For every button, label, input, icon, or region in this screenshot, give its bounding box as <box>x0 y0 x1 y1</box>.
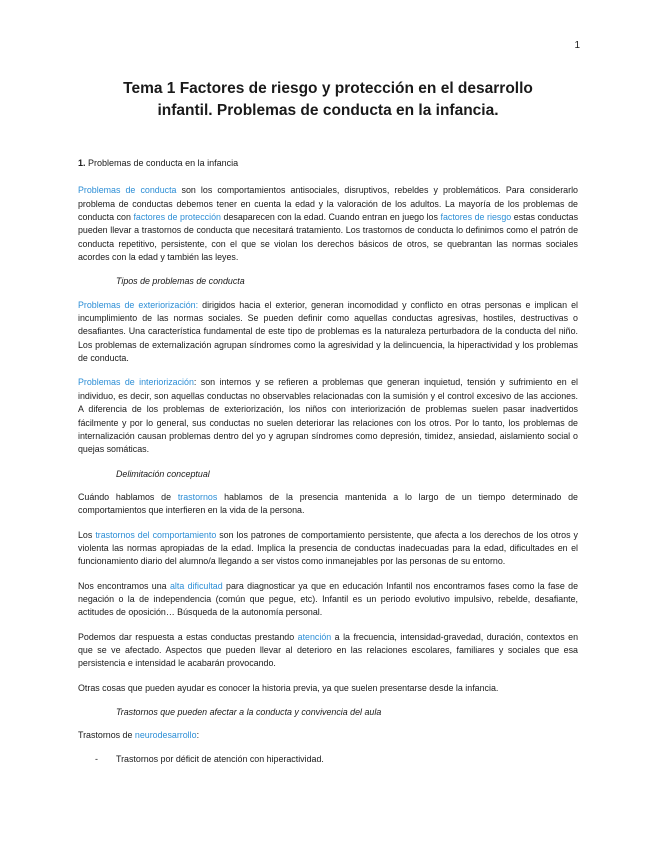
list-item-text: Trastornos por déficit de atención con hiperactividad. <box>116 753 324 764</box>
document-body <box>78 157 578 766</box>
paragraph-trastornos: Cuándo hablamos de trastornos hablamos de la presencia mantenida a lo largo de un tiempo determinado de comportamientos que interfieren en la vida de la persona. <box>78 491 578 516</box>
section-title: Problemas de conducta en la infancia <box>88 158 239 168</box>
subheading-tipos: Tipos de problemas de conducta <box>116 276 245 287</box>
term-alta-dificultad: alta dificultad <box>169 580 223 591</box>
paragraph-atencion: Podemos dar respuesta a estas conductas prestando atención a la frecuencia, intensidad-gravedad, duración, contextos en que se ve afectado. Aspectos que pueden llevar al deterioro en las relaciones escolares, familiares y sociales que esa persistencia e intensidad le acabarán provocando. <box>78 631 579 669</box>
paragraph-alta-dificultad: Nos encontramos una alta dificultad para diagnosticar ya que en educación Infantil nos encontramos fases como la fase de negación o la de independencia (común que pegue, etc). Infantil es un periodo evolutivo impulsivo, rebelde, desafiante, actitudes de oposición… Búsqueda de la autonomía personal. <box>78 580 578 618</box>
term-neurodesarrollo: neurodesarrollo <box>134 730 197 741</box>
term-problemas-de-conducta: Problemas de conducta <box>78 185 177 196</box>
paragraph-exteriorizacion: Problemas de exteriorización: dirigidos hacia el exterior, generan incomodidad y conflicto en otras personas e implican el incumplimiento de las normas sociales. Se pueden definir como aquellas conductas agresivas, hostiles, destructivas o desafiantes. Una característica fundamental de este tipo de problemas es la naturaleza perturbadora de la conducta del niño. Los problemas de externalización agrupan síndromes como la agresividad y la delincuencia, la hiperactividad y los problemas de conducta. <box>78 299 578 364</box>
title-line-2: infantil. Problemas de conducta en la infancia. <box>157 102 499 119</box>
page-number: 1 <box>574 40 580 51</box>
paragraph-problemas-conducta: Problemas de conducta son los comportamientos antisociales, disruptivos, rebeldes y problemáticos. Para considerarlo problema de conductas debemos tener en cuenta la edad y la valoración de los adultos. La mayoría de los problemas de conducta con factores de protección desaparecen con la edad. Cuando entran en juego los factores de riesgo estas conductas pueden llevar a trastornos de conducta que necesitará tratamiento. Los trastornos de conducta lo definimos como el patrón de conducta repetitivo, persistente, con el que se violan los derechos básicos de otros, se quebrantan las normas sociales acordes con la edad y también las leyes. <box>78 185 579 263</box>
term-factores-de-proteccion: factores de protección <box>133 212 221 223</box>
term-exteriorizacion: Problemas de exteriorización: <box>78 299 199 310</box>
bullet-list <box>78 753 578 766</box>
section-heading <box>78 157 578 170</box>
document-title <box>78 78 578 122</box>
list-item <box>78 753 578 766</box>
bullet-dash: - <box>95 753 98 764</box>
term-trastornos: trastornos <box>177 491 218 502</box>
subheading-trastornos-aula: Trastornos que pueden afectar a la conducta y convivencia del aula <box>116 707 382 717</box>
term-trastornos-del-comportamiento: trastornos del comportamiento <box>95 529 217 540</box>
term-atencion: atención <box>297 631 332 642</box>
paragraph-interiorizacion: Problemas de interiorización: son internos y se refieren a problemas que generan inquietud, tensión y sufrimiento en el individuo, es decir, son aquellas conductas no observables relacionadas con la sumisión y el control excesivo de las acciones. A diferencia de los problemas de exteriorización, los niños con interiorización de problemas suelen pasar inadvertidos fácilmente y por lo general, sus conductas no suelen deteriorar las relaciones con los otros. Por lo tanto, los problemas de internalización causan problemas dentro del yo y agrupan síndromes como depresión, timidez, ansiedad, aislamiento social o quejas somáticas. <box>78 377 579 455</box>
term-interiorizacion: Problemas de interiorización <box>78 377 194 388</box>
subheading-delimitacion: Delimitación conceptual <box>116 468 210 479</box>
paragraph-historia-previa: Otras cosas que pueden ayudar es conocer la historia previa, ya que suelen presentarse desde la infancia. <box>78 682 499 693</box>
paragraph-trastornos-comportamiento: Los trastornos del comportamiento son los patrones de comportamiento persistente, que afecta a los derechos de los otros y violenta las normas apropiadas de la edad. Implica la presencia de conductas inadecuadas para la edad, dificultades en el funcionamiento diario del alumno/a llegando a ser vistos como inmanejables por las personas de su entorno. <box>78 529 578 567</box>
paragraph-neurodesarrollo: Trastornos de neurodesarrollo: <box>78 730 200 741</box>
section-number: 1. <box>78 158 86 168</box>
title-line-1: Tema 1 Factores de riesgo y protección en el desarrollo <box>123 80 533 97</box>
term-factores-de-riesgo: factores de riesgo <box>440 212 512 223</box>
